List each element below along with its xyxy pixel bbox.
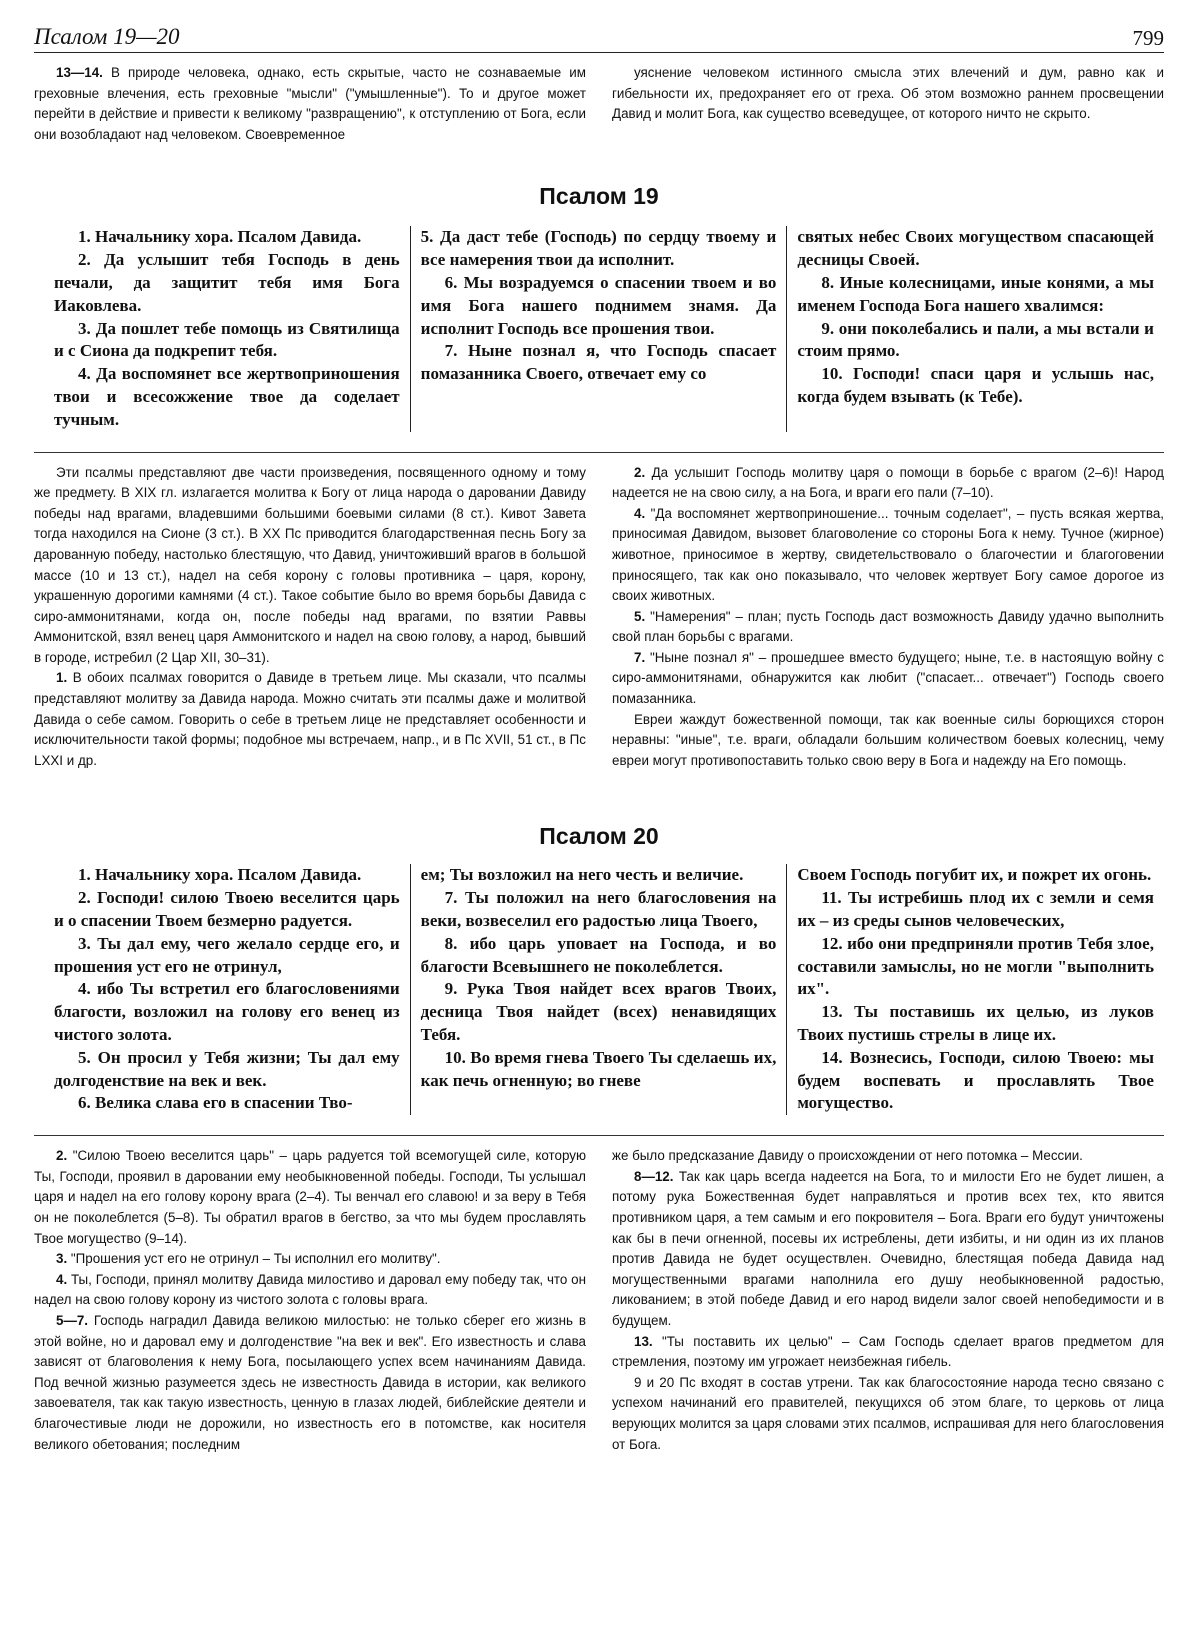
verse-reference: 5. — [634, 608, 646, 624]
commentary-text: "Намерения" – план; пусть Господь даст возможность Давиду удачно выполнить свой план борьбы с врагами. — [612, 608, 1164, 645]
verse: 5. Да даст тебе (Господь) по сердцу твоему и все намерения твои да исполнит. — [420, 227, 777, 270]
verse: 7. Ныне познал я, что Господь спасает помазанника Своего, отвечает ему со — [420, 341, 777, 384]
verse: 12. ибо они предприняли против Тебя злое, составили замыслы, но не могли "выполнить их". — [797, 933, 1154, 999]
commentary-paragraph — [34, 1249, 586, 1270]
commentary-paragraph — [34, 1146, 586, 1249]
commentary-paragraph — [34, 1311, 586, 1455]
verse: 9. они поколебались и пали, а мы встали и стоим прямо. — [797, 318, 1154, 361]
verse-reference: 2. — [56, 1148, 68, 1164]
psalm-20-title: Псалом 20 — [539, 823, 659, 850]
verse: 13. Ты поставишь их целью, из луков Твоих пустишь стрелы в лице их. — [797, 1002, 1154, 1045]
psalm-20-commentary — [34, 1146, 1164, 1455]
commentary-text: Да услышит Господь молитву царя о помощи в борьбе с врагом (2–6)! Народ надеется не на свою силу, а на Бога, и враги его пали (7–10). — [612, 464, 1164, 501]
psalm-19-verse-column — [34, 226, 411, 431]
commentary-paragraph — [612, 63, 1164, 125]
commentary-paragraph — [612, 1373, 1164, 1455]
commentary-text: "Ты поставить их целью" – Сам Господь сделает врагов предметом для стремления, поэтому им угрожает неизбежная гибель. — [612, 1333, 1164, 1370]
verse-reference: 7. — [634, 649, 646, 665]
commentary-text: уяснение человеком истинного смысла этих влечений и дум, равно как и гибельности их, предохраняет его от греха. Об этом возможно раннем просвещении Давид и молит Бога, как существо всеведущее, от которого ничто не скрыто. — [612, 65, 1164, 122]
commentary-paragraph — [34, 463, 586, 669]
commentary-text: Господь наградил Давида великою милостью: не только сберег его жизнь в этой войне, но и даровал ему и долгоденствие "на век и век". Его известность и слава зависят от благоволения к нему Бога, посылающего успех всем начинаниям Давида. Под вечной жизнью разумеется здесь не известность Давида в истории, как великого завоевателя, так как такую известность, ценную в глазах людей, библейские деятели и благочестивые люди не дорожили, но известность его в потомстве, как носителя великого обетования; последним — [34, 1312, 586, 1452]
verse: 2. Да услышит тебя Господь в день печали, да защитит тебя имя Бога Иаковлева. — [54, 250, 400, 315]
commentary-paragraph — [612, 710, 1164, 772]
verse: 3. Да пошлет тебе помощь из Святилища и с Сиона да подкрепит тебя. — [54, 318, 400, 361]
commentary-paragraph — [612, 463, 1164, 504]
psalm-19-verse-column — [787, 226, 1164, 431]
commentary-paragraph — [612, 607, 1164, 648]
commentary-paragraph — [34, 63, 586, 145]
verse-reference: 5—7. — [56, 1312, 89, 1328]
page-number: 799 — [1132, 26, 1164, 50]
verse: 11. Ты истребишь плод их с земли и семя их – из среды сынов человеческих, — [797, 888, 1154, 931]
intro-commentary — [34, 63, 1164, 145]
verse: ем; Ты возложил на него честь и величие. — [420, 865, 744, 885]
commentary-text: В природе человека, однако, есть скрытые, часто не сознаваемые им греховные влечения, есть греховные "мысли" ("умышленные"). То и другое может перейти в действие и привести к великому "развращению", к отступлению от Бога, если они возобладают над человеком. Своевременное — [34, 65, 586, 142]
psalm-19-commentary-right — [612, 463, 1164, 772]
psalm-20-commentary-left — [34, 1146, 586, 1455]
verse: Своем Господь погубит их, и пожрет их огонь. — [797, 865, 1152, 885]
psalm-20-verse-column — [787, 864, 1164, 1115]
verse: 4. Да воспомянет все жертвоприношения твои и всесожжение твое да соделает тучным. — [54, 364, 400, 429]
commentary-text: Эти псалмы представляют две части произведения, посвященного одному и тому же предмету. В XIX гл. излагается молитва к Богу от лица народа о даровании Давиду победы над врагами, владевшими большими боевыми силами (8 ст.). Кивот Завета тогда находился на Сионе (3 ст.). В XX Пс приводится благодарственная песнь Богу за дарованную победу, настолько блестящую, что Давид, уничтоживший врагов в большой массе (10 и 13 ст.), надел на себя корону с головы противника – царя, корону, украшенную дорогими камнями (4 ст.). Такое событие было во время борьбы Давида с сиро-аммонитянами, когда он, после победы над врагами, по взятии Раввы Аммонитской, взял венец царя Аммонитского и надел на свою голову, а народ, бывший в городе, истребил (2 Цар XII, 30–31). — [34, 464, 586, 665]
page — [34, 18, 1164, 1618]
commentary-paragraph — [612, 1332, 1164, 1373]
commentary-text: В обоих псалмах говорится о Давиде в третьем лице. Мы сказали, что псалмы представляют молитву за Давида народа. Можно считать эти псалмы даже и молитвой Давида о себе самом. Говорить о себе в третьем лице не представляет особенности и исключительности такой формы; подобное мы встречаем, напр., и в Пс XVII, 51 ст., в Пс LXXI и др. — [34, 670, 586, 768]
verse: 9. Рука Твоя найдет всех врагов Твоих, десница Твоя найдет (всех) ненавидящих Тебя. — [420, 979, 777, 1045]
verse: 4. ибо Ты встретил его благословениями благости, возложил на голову его венец из чистого золота. — [54, 979, 400, 1045]
verse-reference: 4. — [634, 505, 646, 521]
verse: 8. ибо царь уповает на Господа, и во благости Всевышнего не поколеблется. — [420, 933, 777, 976]
psalm-20-verses — [34, 864, 1164, 1115]
psalm-20-verse-column — [411, 864, 788, 1115]
commentary-text: 9 и 20 Пс входят в состав утрени. Так как благосостояние народа тесно связано с успехом начинаний его правителей, пекущихся об этом благе, то церковь от лица верующих молится за царя словами этих псалмов, испрашивая для него благословения от Бога. — [612, 1374, 1164, 1452]
verse-reference: 2. — [634, 464, 646, 480]
verse: 8. Иные колесницами, иные конями, а мы именем Господа Бога нашего хвалимся: — [797, 272, 1154, 315]
running-header — [34, 18, 1164, 53]
divider — [34, 1135, 1164, 1136]
verse-reference: 13—14. — [56, 65, 103, 80]
psalm-20-commentary-right — [612, 1146, 1164, 1455]
psalm-19-commentary-left — [34, 463, 586, 772]
intro-commentary-left — [34, 63, 586, 145]
commentary-text: "Прошения уст его не отринул – Ты исполнил его молитву". — [67, 1251, 441, 1267]
commentary-text: же было предсказание Давиду о происхождении от него потомка – Мессии. — [612, 1148, 1083, 1164]
psalm-19-title: Псалом 19 — [539, 183, 659, 210]
verse-reference: 8—12. — [634, 1168, 674, 1184]
commentary-paragraph — [612, 648, 1164, 710]
verse-reference: 13. — [634, 1333, 653, 1349]
commentary-text: "Ныне познал я" – прошедшее вместо будущего; ныне, т.е. в настоящую войну с сиро-аммонитянами, обнаружится как любит ("спасает... отвечает") Господь своего помазанника. — [612, 649, 1164, 707]
verse: 1. Начальнику хора. Псалом Давида. — [78, 227, 362, 247]
commentary-paragraph — [34, 668, 586, 771]
commentary-text: Евреи жаждут божественной помощи, так как военные силы борющихся сторон неравны: "иные", т.е. враги, обладали большим количеством боевых колесниц, чему евреи могут противопоставить только свою веру в Бога и надежду на Его помощь. — [612, 711, 1164, 768]
verse: 3. Ты дал ему, чего желало сердце его, и прошения уст его не отринул, — [54, 933, 400, 976]
psalm-19-verses — [34, 226, 1164, 431]
running-title: Псалом 19—20 — [34, 24, 180, 49]
verse: 10. Господи! спаси царя и услышь нас, когда будем взывать (к Тебе). — [797, 364, 1154, 406]
commentary-paragraph — [612, 504, 1164, 607]
verse: 7. Ты положил на него благословения на веки, возвеселил его радостью лица Твоего, — [420, 888, 777, 931]
verse-reference: 4. — [56, 1271, 68, 1287]
commentary-paragraph — [34, 1270, 586, 1311]
verse: святых небес Своих могуществом спасающей десницы Своей. — [797, 227, 1154, 270]
psalm-20-verse-column — [34, 864, 411, 1115]
psalm-19-commentary — [34, 463, 1164, 772]
verse-reference: 3. — [56, 1251, 68, 1267]
verse: 6. Велика слава его в спасении Тво- — [78, 1093, 353, 1113]
commentary-text: Так как царь всегда надеется на Бога, то и милости Его не будет лишен, а потому рука Божественная будет направляться и против всех тех, кто явится противником царя, а тем самым и его покровителя – Бога. Враги его будут уничтожены как бы в печи огненной, посевы их истреблены, дети избиты, и ни один из их планов против Давида не будет осуществлен. Очевидно, блестящая победа Давида над могущественными врагами наполнила его душу необыкновенной радостью, ликованием; в этой победе Давид и его народ видели залог своей непобедимости и в будущем. — [612, 1168, 1164, 1328]
verse: 14. Вознесись, Господи, силою Твоею: мы будем воспевать и прославлять Твое могущество. — [797, 1047, 1154, 1113]
verse: 1. Начальнику хора. Псалом Давида. — [78, 865, 362, 885]
verse-reference: 1. — [56, 670, 68, 686]
psalm-19-verse-column — [411, 226, 788, 431]
divider — [34, 452, 1164, 453]
verse: 5. Он просил у Тебя жизни; Ты дал ему долгоденствие на век и век. — [54, 1047, 400, 1090]
commentary-paragraph — [612, 1146, 1164, 1167]
intro-commentary-right — [612, 63, 1164, 145]
commentary-text: "Да воспомянет жертвоприношение... точным соделает", – пусть всякая жертва, приносимая Давидом, вызовет благоволение со стороны Бога к нему. Тучное (жирное) животное, приносимое в жертву, свидетельствовало о благочестии и благоговении приносящего, так как оно показывало, что человек жертвует Богу самое дорогое из своих животных. — [612, 505, 1164, 604]
commentary-text: Ты, Господи, принял молитву Давида милостиво и даровал ему победу так, что он надел на свою голову корону из чистого золота с головы врага. — [34, 1271, 586, 1308]
verse: 10. Во время гнева Твоего Ты сделаешь их, как печь огненную; во гневе — [420, 1047, 777, 1090]
verse: 6. Мы возрадуемся о спасении твоем и во имя Бога нашего поднимем знамя. Да исполнит Господь все прошения твои. — [420, 272, 777, 338]
commentary-text: "Силою Твоею веселится царь" – царь радуется той всемогущей силе, которую Ты, Господи, проявил в даровании ему необыкновенной победы. Господи, Ты услышал царя и надел на его голову корону врага (2–4). Ты венчал его славою! и за веру в Тебя он не поколеблется (5–8). Ты обратил врагов в бегство, за что мы будем прославлять Твое могущество (9–14). — [34, 1148, 586, 1246]
verse: 2. Господи! силою Твоею веселится царь и о спасении Твоем безмерно радуется. — [54, 888, 400, 931]
commentary-paragraph — [612, 1167, 1164, 1332]
